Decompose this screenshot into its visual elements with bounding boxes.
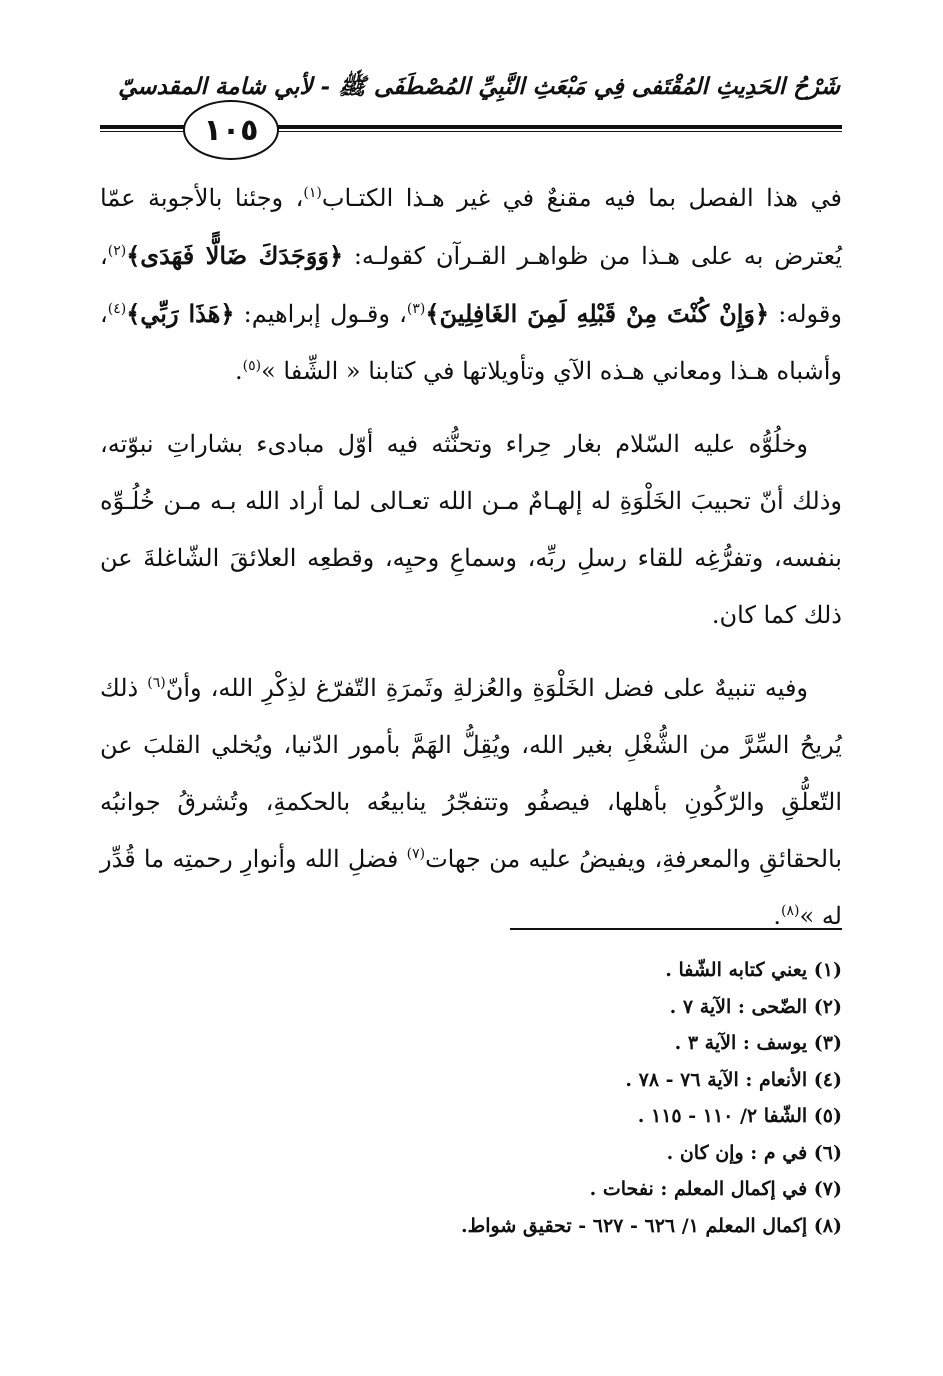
running-header: شَرْحُ الحَدِيثِ المُقْتَفى فِي مَبْعَثِ النَّبِيِّ المُصْطَفَى ﷺ - لأبي شامة المقدسيّ <box>118 73 840 100</box>
footnote-ref-3[interactable]: (٣) <box>406 301 426 317</box>
text-span: . <box>235 357 243 385</box>
footnote-ref-1[interactable]: (١) <box>303 185 322 201</box>
footnote-ref-2[interactable]: (٢) <box>107 243 127 259</box>
paragraph-3 <box>100 660 842 945</box>
footnote-ref-5[interactable]: (٥) <box>242 358 262 374</box>
footnote-3: (٣) يوسف : الآية ٣ . <box>674 1032 842 1054</box>
footnote-separator <box>510 928 842 930</box>
text-span: ، وقـول إبراهيم: <box>234 300 407 328</box>
quran-verse-3: ﴿هَذَا رَبِّي﴾ <box>126 299 235 328</box>
quran-verse-2: ﴿وَإِنْ كُنْتَ مِنْ قَبْلِهِ لَمِنَ الغَافِلِينَ﴾ <box>425 299 770 328</box>
footnote-ref-6[interactable]: (٦) <box>147 675 166 691</box>
footnote-7: (٧) في إكمال المعلم : نفحات . <box>589 1178 842 1200</box>
paragraph-2: وخلُوُّه عليه السّلام بغار حِراء وتحنُّثه فيه أوّل مبادىء بشاراتِ نبوّته، وذلك أنّ تحبيبَ الخَلْوَةِ له إلهـامٌ مـن الله تعـالى لما أراد الله بـه مـن خُلُـوِّه بنفسه، وتفرُّغِه للقاء رسلِ ربِّه، وسماعِ وحيِه، وقطعِه العلائقَ الشّاغلةَ عن ذلك كما كان. <box>100 430 842 629</box>
footnotes <box>100 952 842 1244</box>
footnote-ref-4[interactable]: (٤) <box>107 301 127 317</box>
text-span: ، وقوله: <box>100 242 842 328</box>
text-span: . <box>773 902 782 930</box>
text-span: فضلِ الله وأنوارِ رحمتِه ما قُدِّر له » <box>100 845 842 930</box>
page-number: ١٠٥ <box>183 100 279 160</box>
footnote-5: (٥) الشّفا ٢/ ١١٠ - ١١٥ . <box>637 1105 842 1127</box>
text-span: وفيه تنبيهٌ على فضل الخَلْوَةِ والعُزلةِ وثَمرَةِ التّفرّغ لذِكْرِ الله، وأنّ <box>165 674 809 702</box>
text-span: ، وأشباه هـذا ومعاني هـذه الآي وتأويلاتها في كتابنا « الشِّفا » <box>100 300 842 385</box>
footnote-ref-7[interactable]: (٧) <box>406 846 426 862</box>
footnote-6: (٦) في م : وإن كان . <box>666 1141 842 1164</box>
text-span: في هذا الفصل بما فيه مقنعٌ في غير هـذا الكتـاب <box>321 184 842 212</box>
main-text <box>100 170 842 961</box>
paragraph-1 <box>100 170 842 400</box>
footnote-ref-8[interactable]: (٨) <box>781 903 800 919</box>
footnote-8: (٨) إكمال المعلم ١/ ٦٢٦ - ٦٢٧ - تحقيق شواط. <box>461 1214 842 1237</box>
footnote-2: (٢) الضّحى : الآية ٧ . <box>669 995 842 1018</box>
footnote-1: (١) يعني كتابه الشّفا . <box>665 959 842 981</box>
footnote-4: (٤) الأنعام : الآية ٧٦ - ٧٨ . <box>625 1068 842 1091</box>
text-span: ، وجئنا بالأجوبة عمّا يُعترض به على هـذا من ظواهـر القـرآن كقولـه: <box>100 184 843 270</box>
text-span: ذلك يُريحُ السِّرَّ من الشُّغْلِ بغير الله، ويُقِلُّ الهَمَّ بأمور الدّنيا، ويُخلي القلبَ عن التّعلُّقِ والرّكُونِ بأهلها، فيصفُو وتتفجّرُ ينابيعُه بالحكمةِ، وتُشرقُ جوانبُه بالحقائقِ والمعرفةِ، ويفيضُ عليه من جهات <box>100 674 842 873</box>
quran-verse-1: ﴿وَوَجَدَكَ ضَالًّا فَهَدَى﴾ <box>126 241 344 270</box>
